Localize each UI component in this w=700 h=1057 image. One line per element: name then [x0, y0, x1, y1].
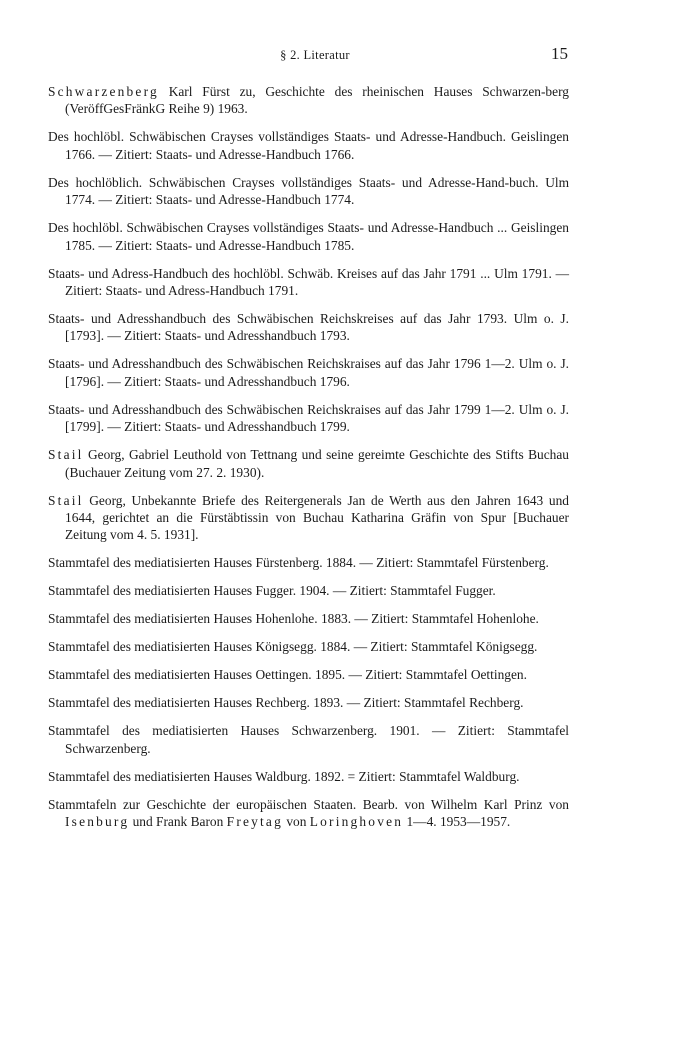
- bibliography-entry: [48, 310, 569, 345]
- bibliography-entry: [48, 796, 569, 831]
- author-name: Loringhoven: [309, 814, 404, 830]
- entry-text: 1—4. 1953—1957.: [403, 814, 511, 830]
- author-name: Freytag: [226, 814, 283, 830]
- entry-text: Stammtafeln zur Geschichte der europäischen Staaten. Bearb. von Wilhelm Karl Prinz von: [48, 796, 569, 812]
- entry-text: Stammtafel des mediatisierten Hauses Königsegg. 1884. — Zitiert: Stammtafel Königsegg.: [48, 639, 538, 655]
- author-name: Schwarzenberg: [48, 84, 159, 99]
- bibliography-entry: [48, 401, 569, 436]
- entry-text: Staats- und Adresshandbuch des Schwäbischen Reichskreises auf das Jahr 1793. Ulm o. J. [1793]. — Zitiert: Staats- und Adresshandbuch 1793.: [48, 311, 569, 344]
- bibliography-entry: [48, 174, 569, 209]
- entry-text: Staats- und Adresshandbuch des Schwäbischen Reichskraises auf das Jahr 1799 1—2. Ulm o. J. [1799]. — Zitiert: Staats- und Adresshandbuch 1799.: [48, 401, 569, 435]
- bibliography-entry: [48, 694, 569, 711]
- entry-text: Georg, Gabriel Leuthold von Tettnang und seine gereimte Geschichte des Stifts Buchau (Buchauer Zeitung vom 27. 2. 1930).: [65, 447, 569, 480]
- entry-text: Stammtafel des mediatisierten Hauses Waldburg. 1892. = Zitiert: Stammtafel Waldburg.: [48, 768, 520, 784]
- bibliography-entry: [48, 83, 569, 118]
- entry-text: Stammtafel des mediatisierten Hauses Schwarzenberg. 1901. — Zitiert: Stammtafel Schwarzenberg.: [48, 723, 569, 756]
- bibliography-entry: [48, 492, 569, 544]
- bibliography-entry: [48, 128, 569, 163]
- entry-text: Des hochlöbl. Schwäbischen Crayses vollständiges Staats- und Adresse-Handbuch. Geislingen 1766. — Zitiert: Staats- und Adresse-Handbuch 1766.: [48, 129, 569, 162]
- author-name: Stail: [48, 447, 84, 463]
- entry-text: Stammtafel des mediatisierten Hauses Hohenlohe. 1883. — Zitiert: Stammtafel Hohenlohe.: [48, 611, 539, 627]
- bibliography-entry: [48, 355, 569, 390]
- entry-text: Georg, Unbekannte Briefe des Reitergenerals Jan de Werth aus den Jahren 1643 und 1644, gerichtet an die Fürstäbtissin von Buchau Katharina Gräfin von Spur [Buchauer Zeitung vom 4. 5. 1931].: [65, 492, 569, 543]
- bibliography-entry: [48, 582, 569, 599]
- bibliography-entry: [48, 610, 569, 627]
- author-name: Stail: [48, 492, 84, 508]
- entry-text: Karl Fürst zu, Geschichte des rheinischen Hauses Schwarzen-berg (VeröffGesFränkG Reihe 9) 1963.: [65, 84, 569, 117]
- entry-text: Des hochlöbl. Schwäbischen Crayses vollständiges Staats- und Adresse-Handbuch ... Geislingen 1785. — Zitiert: Staats- und Adresse-Handbuch 1785.: [48, 220, 569, 253]
- running-head: [0, 44, 700, 68]
- bibliography-entry: [48, 554, 569, 571]
- bibliography-entry: [48, 666, 569, 683]
- entry-text: Stammtafel des mediatisierten Hauses Fugger. 1904. — Zitiert: Stammtafel Fugger.: [48, 583, 496, 599]
- page-number: 15: [551, 44, 568, 63]
- entry-text: von: [282, 814, 310, 830]
- bibliography-entry: [48, 446, 569, 481]
- bibliography-entry: [48, 768, 569, 785]
- entry-text: Staats- und Adress-Handbuch des hochlöbl. Schwäb. Kreises auf das Jahr 1791 ... Ulm 1791. — Zitiert: Staats- und Adress-Handbuch 1791.: [48, 265, 569, 299]
- bibliography-entry: [48, 265, 569, 300]
- entry-text: Stammtafel des mediatisierten Hauses Rechberg. 1893. — Zitiert: Stammtafel Rechberg.: [48, 695, 524, 711]
- bibliography-entry: [48, 722, 569, 757]
- entry-text: Des hochlöblich. Schwäbischen Crayses vollständiges Staats- und Adresse-Hand-buch. Ulm 1774. — Zitiert: Staats- und Adresse-Handbuch 1774.: [48, 174, 569, 208]
- entry-text: Stammtafel des mediatisierten Hauses Oettingen. 1895. — Zitiert: Stammtafel Oettingen.: [48, 667, 527, 683]
- entry-text: Stammtafel des mediatisierten Hauses Fürstenberg. 1884. — Zitiert: Stammtafel Fürstenberg.: [48, 555, 549, 571]
- section-title: § 2. Literatur: [280, 48, 350, 62]
- bibliography-entry: [48, 638, 569, 655]
- bibliography-entry: [48, 219, 569, 254]
- entry-text: und Frank Baron: [129, 814, 227, 830]
- bibliography-list: [48, 83, 569, 841]
- author-name: Isenburg: [65, 814, 130, 830]
- entry-text: Staats- und Adresshandbuch des Schwäbischen Reichskraises auf das Jahr 1796 1—2. Ulm o. J. [1796]. — Zitiert: Staats- und Adresshandbuch 1796.: [48, 356, 569, 389]
